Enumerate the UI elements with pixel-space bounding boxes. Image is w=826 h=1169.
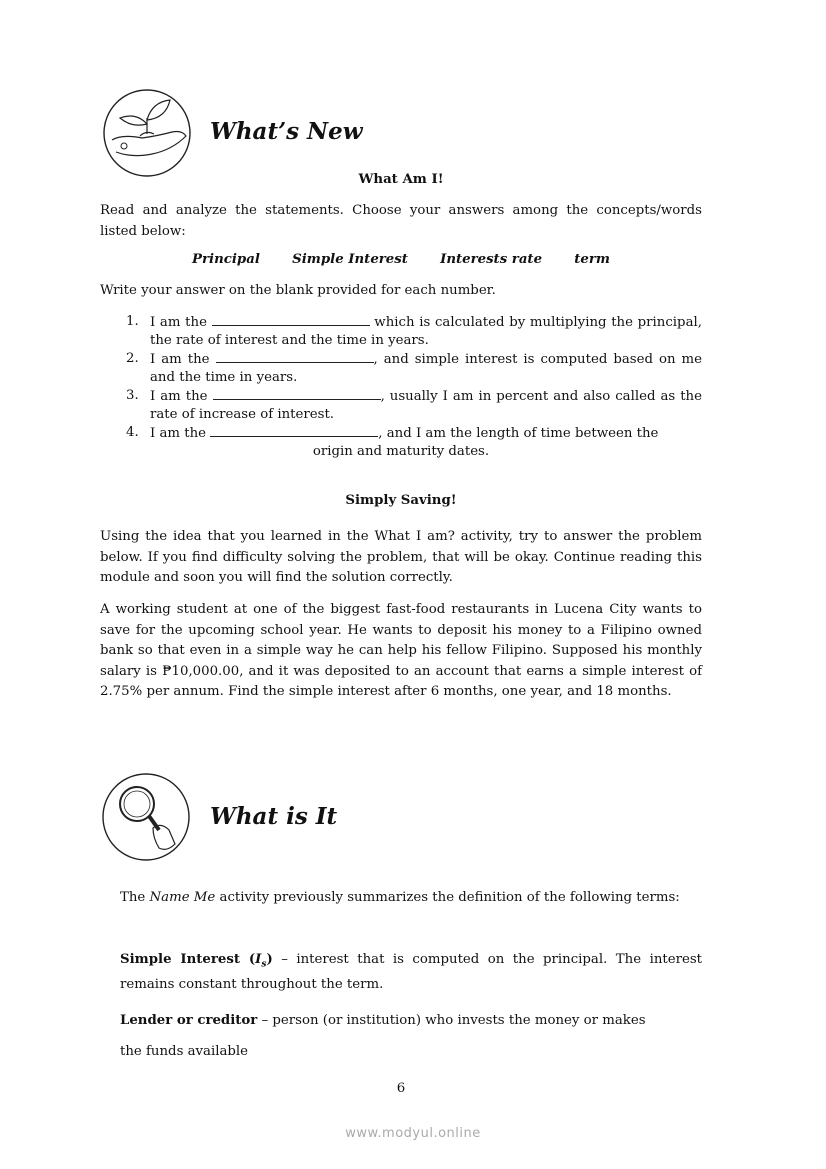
answer-blank[interactable] [216, 350, 374, 363]
subscript: s [261, 959, 267, 970]
paragraph: Using the idea that you learned in the What I am? activity, try to answer the problem below. If you find difficulty solving the problem, that will be okay. Continue reading this module and soon you will find the solution correctly. [100, 529, 702, 586]
definition-text: – person (or institution) who invests the money or makes [257, 1013, 646, 1028]
term-choice: term [574, 252, 610, 267]
term-choice: Principal [192, 252, 260, 267]
term-choice: Interests rate [440, 252, 543, 267]
answer-blank[interactable] [210, 424, 378, 437]
item-text: I am the [150, 315, 207, 330]
question-item [100, 387, 702, 424]
item-number: 1. [126, 314, 139, 329]
activity-title: What Am I! [358, 172, 444, 187]
activity2-title: Simply Saving! [345, 493, 457, 508]
intro-text: activity previously summarizes the definition of the following terms: [215, 890, 680, 905]
term [120, 952, 273, 970]
watermark: www.modyul.online [345, 1126, 481, 1141]
section-heading-what-is-it: What is It [210, 803, 338, 830]
question-item [100, 424, 702, 443]
definition-lender-cont: the funds available [120, 1044, 249, 1059]
item-number: 2. [126, 351, 139, 366]
question-item [100, 350, 702, 387]
activity-name: Name Me [149, 890, 216, 905]
definition-lender [120, 1013, 646, 1028]
answer-blank[interactable] [213, 387, 381, 400]
question-item-continuation [100, 443, 702, 461]
question-list [100, 313, 702, 461]
item-text: which is calculated by multiplying the principal, the rate of interest and the time in years. [150, 315, 702, 348]
item-text: I am the [150, 389, 208, 404]
definition-text: – interest that is computed on the principal. The interest remains constant throughout the term. [120, 952, 702, 993]
instructions: Read and analyze the statements. Choose your answers among the concepts/words listed below: [100, 203, 702, 239]
answer-blank[interactable] [212, 313, 370, 326]
item-number: 4. [126, 425, 139, 440]
question-item [100, 313, 702, 350]
item-number: 3. [126, 388, 139, 403]
symbol: I [255, 952, 262, 967]
item-text: I am the [150, 426, 207, 441]
page-number: 6 [396, 1081, 406, 1096]
item-text: , and simple interest is computed based on me and the time in years. [150, 352, 702, 385]
term-choice: Simple Interest [292, 252, 408, 267]
problem-paragraph: A working student at one of the biggest fast-food restaurants in Lucena City wants to save for the upcoming school year. He wants to deposit his money to a Filipino owned bank so that even in a simple way he can help his fellow Filipino. Supposed his monthly salary is ₱10,000.00, and it was deposited to an account that earns a simple interest of 2.75% per annum. Find the simple interest after 6 months, one year, and 18 months. [100, 602, 702, 700]
plant-in-hand-icon [102, 88, 192, 178]
write-instruction: Write your answer on the blank provided for each number. [100, 283, 496, 298]
term-choices [100, 252, 702, 267]
item-text: , and I am the length of time between the [378, 426, 659, 441]
magnifying-glass-icon [101, 772, 191, 862]
item-text: origin and maturity dates. [312, 444, 490, 459]
section-heading-whats-new: What’s New [210, 118, 363, 145]
item-text: I am the [150, 352, 210, 367]
intro-paragraph [120, 888, 702, 909]
item-text: , usually I am in percent and also called as the rate of increase of interest. [150, 389, 702, 422]
definition-simple-interest [120, 950, 702, 996]
term-label: ) [266, 952, 273, 967]
term: Lender or creditor [120, 1013, 258, 1028]
intro-text: The [120, 890, 150, 905]
term-label: Simple Interest ( [120, 952, 256, 967]
